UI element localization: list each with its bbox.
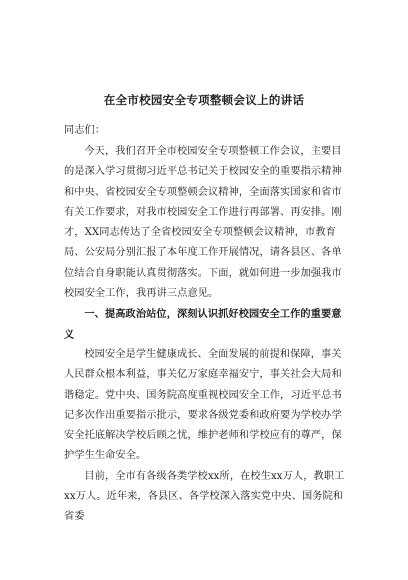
section-heading-1: 一、提高政治站位，深刻认识抓好校园安全工作的重要意义: [64, 308, 342, 341]
salutation: 同志们：: [64, 125, 106, 136]
paragraph-intro: 今天，我们召开全市校园安全专项整顿工作会议，主要目的是深入学习贯彻习近平总书记关于校园安全的重要指示精神和中央、省校园安全专项整顿会议精神，全面落实国家和省市有关工作要求，对我市校园安全工作进行再部署、再安排。刚才，XX同志传达了全省校园安全专项整顿会议精神，市教育局、公安局分别汇报了本年度工作开展情况，请各县区、各单位结合自身职能认真贯彻落实。下面，就如何进一步加强我市校园安全工作，我再讲三点意见。: [64, 146, 342, 300]
paragraph-significance: 校园安全是学生健康成长、全面发展的前提和保障，事关人民群众根本利益，事关亿万家庭幸福安宁，事关社会大局和谐稳定。党中央、国务院高度重视校园安全工作，习近平总书记多次作出重要指示批示，要求各级党委和政府要为学校办学安全托底解决学校后顾之忧，维护老师和学校应有的尊严，保护学生生命安全。: [64, 348, 342, 462]
document-title: 在全市校园安全专项整顿会议上的讲话: [103, 93, 305, 107]
document-body: [64, 142, 346, 528]
paragraph-current-status: 目前，全市有各级各类学校xx所，在校生xx万人，教职工xx万人。近年来，各县区、各学校深入落实党中央、国务院和省委: [64, 470, 345, 523]
